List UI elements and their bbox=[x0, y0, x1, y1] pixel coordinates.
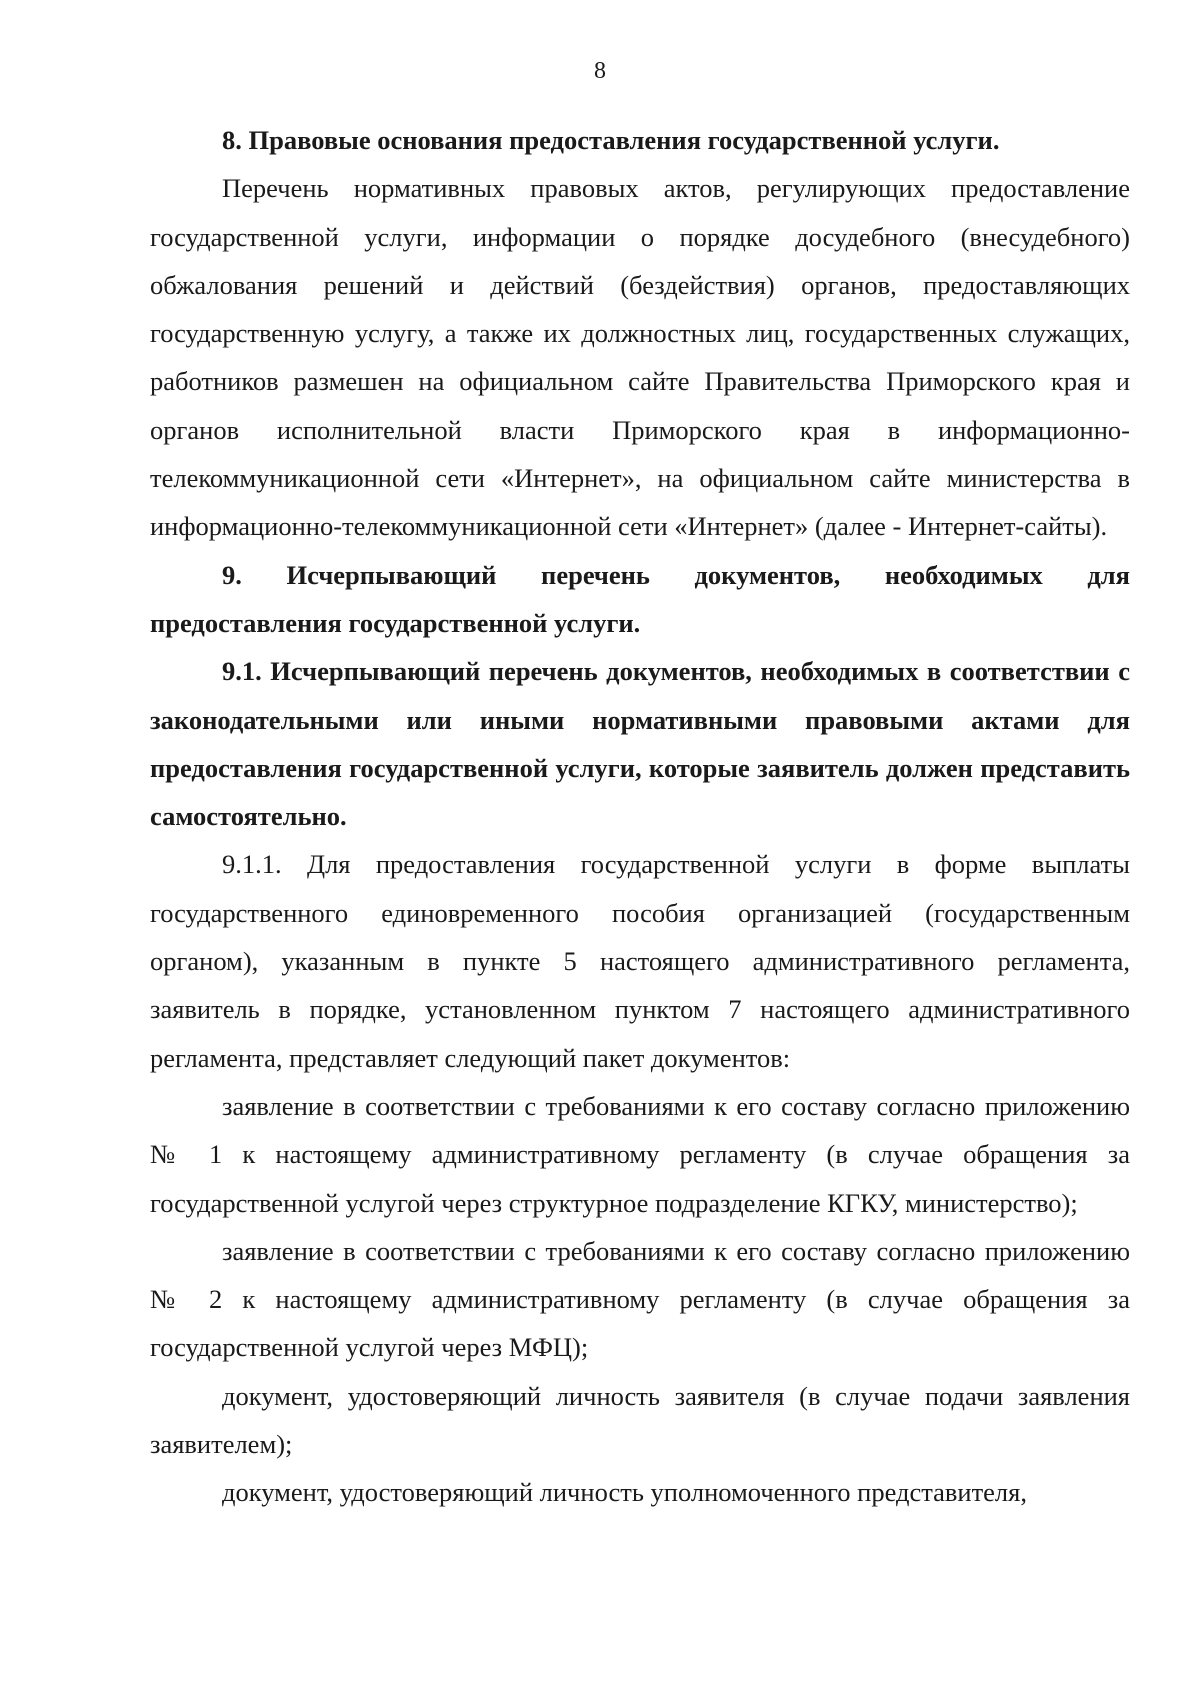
document-body bbox=[150, 116, 1130, 1517]
section-9-1-heading: 9.1. Исчерпывающий перечень документов, необходимых в соответствии с законодательными или иными нормативными правовыми актами для предоставления государственной услуги, которые заявитель должен представить самостоятельно. bbox=[150, 656, 1130, 832]
list-item: документ, удостоверяющий личность уполномоченного представителя, bbox=[222, 1477, 1027, 1508]
section-8-paragraph: Перечень нормативных правовых актов, регулирующих предоставление государственной услуги, информации о порядке досудебного (внесудебного) обжалования решений и действий (бездействия) органов, предоставляющих государственную услугу, а также их должностных лиц, государственных служащих, работников размешен на официальном сайте Правительства Приморского края и органов исполнительной власти Приморского края в информационно-телекоммуникационной сети «Интернет», на официальном сайте министерства в информационно-телекоммуникационной сети «Интернет» (далее - Интернет-сайты). bbox=[150, 173, 1130, 542]
section-9-heading: 9. Исчерпывающий перечень документов, необходимых для предоставления государственной услуги. bbox=[150, 559, 1130, 638]
section-9-1-1-paragraph: 9.1.1. Для предоставления государственной услуги в форме выплаты государственного единовременного пособия организацией (государственным органом), указанным в пункте 5 настоящего административного регламента, заявитель в порядке, установленном пунктом 7 настоящего административного регламента, представляет следующий пакет документов: bbox=[150, 849, 1130, 1073]
list-item: документ, удостоверяющий личность заявителя (в случае подачи заявления заявителем); bbox=[150, 1380, 1130, 1460]
list-item: заявление в соответствии с требованиями к его составу согласно приложению № 1 к настоящему административному регламенту (в случае обращения за государственной услугой через структурное подразделение КГКУ, министерство); bbox=[150, 1090, 1130, 1218]
section-8-heading: 8. Правовые основания предоставления государственной услуги. bbox=[222, 125, 1000, 155]
page-number: 8 bbox=[594, 58, 606, 84]
list-item: заявление в соответствии с требованиями к его составу согласно приложению № 2 к настоящему административному регламенту (в случае обращения за государственной услугой через МФЦ); bbox=[150, 1235, 1130, 1363]
